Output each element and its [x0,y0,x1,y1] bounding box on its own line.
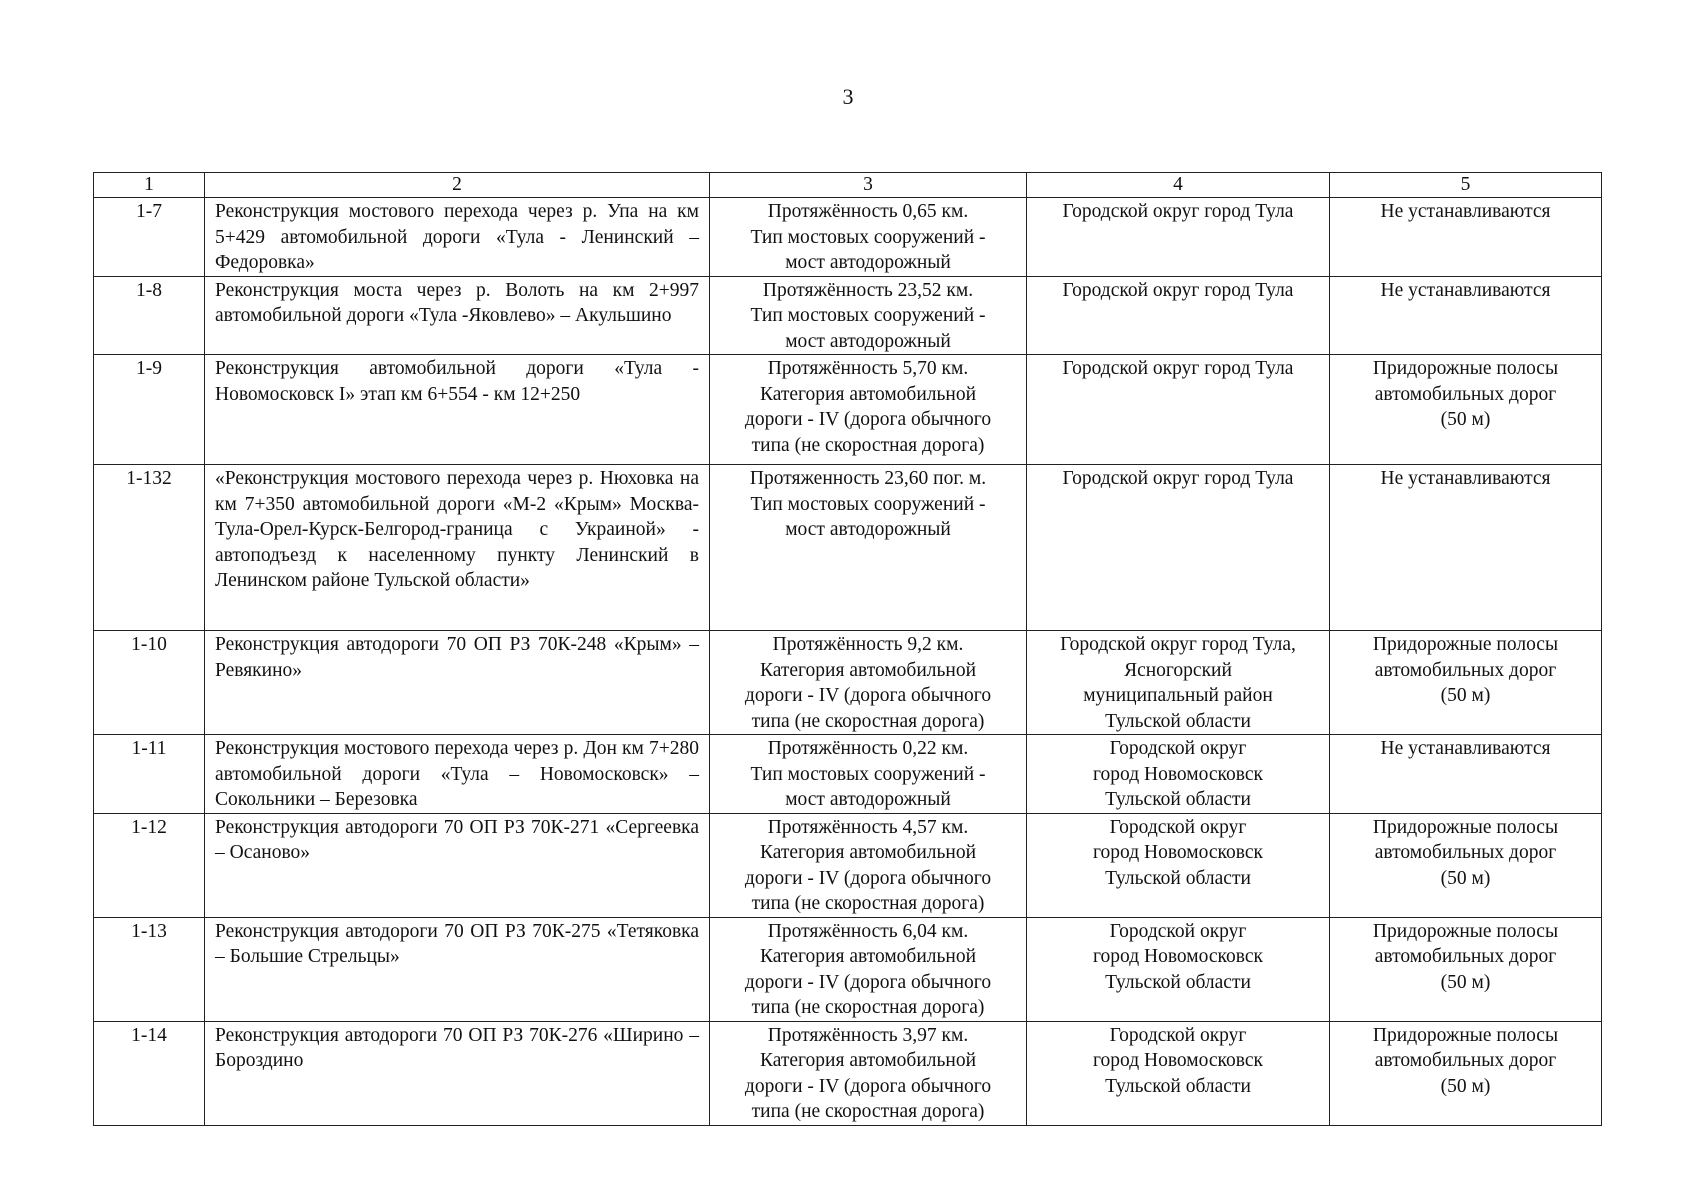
object-characteristics-line: мост автодорожный [785,789,951,810]
object-characteristics-line: Протяжённость 5,70 км. [767,358,969,379]
object-characteristics-line: Тип мостовых сооружений - [750,763,986,785]
table-row [94,276,1602,355]
object-name: Реконструкция автодороги 70 ОП РЗ 70К-248 «Крым» – Ревякино» [205,631,710,735]
object-zone-line: Придорожные полосы [1372,634,1559,655]
object-characteristics-line: мост автодорожный [785,252,951,273]
table-row [94,631,1602,735]
object-zone [1330,355,1602,465]
object-zone [1330,276,1602,355]
objects-table [93,172,1602,1126]
object-zone-line: автомобильных дорог [1374,659,1557,681]
object-zone-line: автомобильных дорог [1374,946,1557,967]
object-zone-line: (50 м) [1440,409,1491,430]
object-name: Реконструкция автомобильной дороги «Тула - Новомосковск I» этап км 6+554 - км 12+250 [205,355,710,465]
object-location-line: Тульской области [1105,867,1251,889]
object-location-line: муниципальный район [1083,685,1273,706]
object-location-line: Городской округ [1109,1024,1247,1046]
object-characteristics-line: типа (не скоростная дорога) [751,1101,985,1122]
object-location-line: город Новомосковск [1093,946,1263,967]
row-number: 1-11 [94,735,205,814]
table-row [94,735,1602,814]
object-characteristics-line: Протяжённость 23,52 км. [762,279,974,301]
object-location-line: Ясногорский [1124,659,1232,681]
object-location-line: Городской округ [1109,920,1247,942]
object-characteristics [710,917,1027,1021]
object-characteristics-line: Протяжённость 9,2 км. [772,634,964,655]
object-zone-line: Придорожные полосы [1372,816,1559,838]
object-location [1027,355,1330,465]
object-characteristics-line: Категория автомобильной [759,659,977,681]
header-col-3: 3 [710,173,1027,198]
object-location-line: Городской округ [1109,816,1247,838]
page-number: 3 [842,84,854,109]
object-zone-line: автомобильных дорог [1374,842,1557,863]
object-location-line: Городской округ город Тула [1062,279,1294,301]
row-number: 1-13 [94,917,205,1021]
table-row [94,198,1602,277]
table-header [94,173,1602,198]
object-zone-line: Не устанавливаются [1380,279,1551,301]
header-col-5: 5 [1330,173,1602,198]
object-location-line: город Новомосковск [1093,842,1263,863]
object-location [1027,813,1330,917]
object-characteristics-line: Протяжённость 0,65 км. [767,201,969,222]
object-name: Реконструкция моста через р. Волоть на км 2+997 автомобильной дороги «Тула -Яковлево» – Акульшино [205,276,710,355]
row-number: 1-9 [94,355,205,465]
object-characteristics-line: типа (не скоростная дорога) [751,710,985,732]
object-zone-line: Придорожные полосы [1372,358,1559,379]
object-name: Реконструкция автодороги 70 ОП РЗ 70К-271 «Сергеевка – Осаново» [205,813,710,917]
object-characteristics-line: дороги - IV (дорога обычного [744,867,992,889]
object-zone-line: (50 м) [1440,1075,1491,1097]
object-characteristics-line: Протяжённость 3,97 км. [767,1024,969,1046]
object-location-line: Тульской области [1105,1075,1251,1097]
object-zone [1330,198,1602,277]
object-name: Реконструкция мостового перехода через р. Упа на км 5+429 автомобильной дороги «Тула - Ленинский – Федоровка» [205,198,710,277]
row-number: 1-12 [94,813,205,917]
object-characteristics [710,355,1027,465]
row-number: 1-10 [94,631,205,735]
object-characteristics-line: Категория автомобильной [759,1050,977,1071]
object-characteristics-line: Тип мостовых сооружений - [750,305,986,326]
object-zone [1330,1021,1602,1125]
object-characteristics-line: типа (не скоростная дорога) [751,434,985,456]
object-characteristics [710,1021,1027,1125]
object-zone-line: Придорожные полосы [1372,1024,1559,1046]
object-zone-line: Придорожные полосы [1372,920,1559,942]
object-zone [1330,917,1602,1021]
object-location [1027,631,1330,735]
object-characteristics-line: Протяжённость 0,22 км. [767,738,969,759]
object-characteristics-line: мост автодорожный [785,330,951,352]
table-row [94,355,1602,465]
object-name: Реконструкция мостового перехода через р. Дон км 7+280 автомобильной дороги «Тула – Новомосковск» – Сокольники – Березовка [205,735,710,814]
object-characteristics [710,813,1027,917]
object-characteristics [710,198,1027,277]
object-location-line: Городской округ город Тула [1062,358,1294,379]
object-location [1027,276,1330,355]
object-characteristics-line: дороги - IV (дорога обычного [744,409,992,430]
object-characteristics [710,465,1027,631]
row-number: 1-14 [94,1021,205,1125]
row-number: 1-8 [94,276,205,355]
object-location [1027,465,1330,631]
object-zone [1330,813,1602,917]
object-location-line: Городской округ город Тула [1062,468,1294,489]
header-col-4: 4 [1027,173,1330,198]
object-characteristics-line: Тип мостовых сооружений - [750,226,986,248]
object-characteristics-line: Категория автомобильной [759,842,977,863]
object-name: Реконструкция автодороги 70 ОП РЗ 70К-275 «Тетяковка – Большие Стрельцы» [205,917,710,1021]
row-number: 1-7 [94,198,205,277]
header-row [94,173,1602,198]
object-characteristics-line: типа (не скоростная дорога) [751,893,985,914]
object-name: Реконструкция автодороги 70 ОП РЗ 70К-276 «Ширино – Бороздино [205,1021,710,1125]
header-col-2: 2 [205,173,710,198]
object-characteristics-line: мост автодорожный [785,519,951,540]
table-body [94,198,1602,1126]
object-location [1027,735,1330,814]
header-col-1: 1 [94,173,205,198]
object-characteristics-line: дороги - IV (дорога обычного [744,971,992,993]
object-location-line: город Новомосковск [1093,763,1263,785]
object-characteristics-line: Протяжённость 4,57 км. [767,816,969,838]
object-zone-line: автомобильных дорог [1374,1050,1557,1071]
object-location [1027,198,1330,277]
object-zone-line: Не устанавливаются [1380,201,1551,222]
object-characteristics-line: Категория автомобильной [759,383,977,405]
object-location-line: Тульской области [1105,710,1251,732]
object-characteristics [710,735,1027,814]
object-zone-line: (50 м) [1440,971,1491,993]
object-zone-line: (50 м) [1440,685,1491,706]
object-location-line: Тульской области [1105,971,1251,993]
object-location-line: город Новомосковск [1093,1050,1263,1071]
object-location [1027,1021,1330,1125]
object-zone [1330,735,1602,814]
object-zone [1330,631,1602,735]
object-zone-line: (50 м) [1440,867,1491,889]
object-name: «Реконструкция мостового перехода через р. Нюховка на км 7+350 автомобильной дороги «М-2 «Крым» Москва-Тула-Орел-Курск-Белгород-граница с Украиной» - автоподъезд к населенному пункту Ленинский в Ленинском районе Тульской области» [205,465,710,631]
object-location-line: Городской округ город Тула, [1060,634,1296,655]
object-characteristics-line: Протяженность 23,60 пог. м. [749,468,987,489]
object-zone-line: Не устанавливаются [1380,468,1551,489]
object-characteristics [710,631,1027,735]
object-zone [1330,465,1602,631]
object-characteristics-line: дороги - IV (дорога обычного [744,1075,992,1097]
table-row [94,465,1602,631]
object-characteristics-line: Тип мостовых сооружений - [750,493,986,515]
object-location [1027,917,1330,1021]
object-zone-line: автомобильных дорог [1374,383,1557,405]
table-row [94,813,1602,917]
table-row [94,917,1602,1021]
object-location-line: Тульской области [1105,789,1251,810]
object-location-line: Городской округ [1109,738,1247,759]
row-number: 1-132 [94,465,205,631]
object-characteristics-line: типа (не скоростная дорога) [751,997,985,1018]
object-location-line: Городской округ город Тула [1062,201,1294,222]
object-characteristics-line: дороги - IV (дорога обычного [744,685,992,706]
table-row [94,1021,1602,1125]
object-characteristics-line: Категория автомобильной [759,946,977,967]
object-zone-line: Не устанавливаются [1380,738,1551,759]
object-characteristics [710,276,1027,355]
object-characteristics-line: Протяжённость 6,04 км. [767,920,969,942]
